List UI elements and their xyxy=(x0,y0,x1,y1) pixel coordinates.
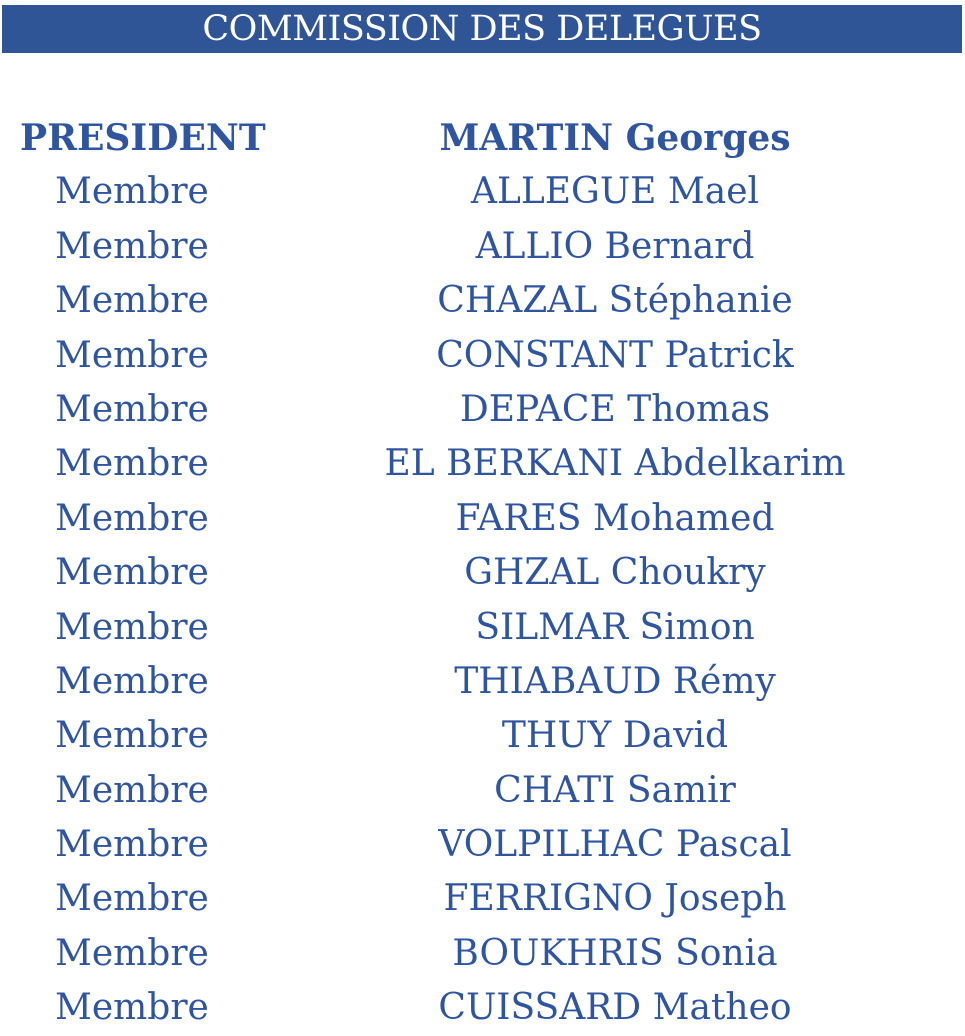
member-role-label: Membre xyxy=(55,715,209,757)
member-role-label: Membre xyxy=(55,280,209,322)
member-row xyxy=(0,165,965,219)
member-role-label: Membre xyxy=(55,388,209,430)
member-row xyxy=(0,274,965,328)
commission-roster xyxy=(0,111,965,1036)
member-row xyxy=(0,709,965,763)
member-name: VOLPILHAC Pascal xyxy=(438,824,792,866)
member-row xyxy=(0,546,965,600)
member-name: SILMAR Simon xyxy=(475,606,755,648)
member-name: FARES Mohamed xyxy=(455,497,775,539)
member-row xyxy=(0,981,965,1035)
member-role-label: Membre xyxy=(55,878,209,920)
member-role-label: Membre xyxy=(55,769,209,811)
page-title: COMMISSION DES DELEGUES xyxy=(2,5,962,53)
member-row xyxy=(0,927,965,981)
president-name: MARTIN Georges xyxy=(439,117,791,159)
member-role-label: Membre xyxy=(55,987,209,1029)
member-role-label: Membre xyxy=(55,932,209,974)
member-name: THIABAUD Rémy xyxy=(454,660,776,702)
member-role-label: Membre xyxy=(55,824,209,866)
member-row xyxy=(0,764,965,818)
member-name: EL BERKANI Abdelkarim xyxy=(384,443,846,485)
member-name: ALLEGUE Mael xyxy=(470,171,760,213)
president-role-label: PRESIDENT xyxy=(20,117,266,159)
member-row xyxy=(0,220,965,274)
member-role-label: Membre xyxy=(55,443,209,485)
member-name: GHZAL Choukry xyxy=(464,552,766,594)
member-role-label: Membre xyxy=(55,552,209,594)
member-row xyxy=(0,872,965,926)
member-name: CUISSARD Matheo xyxy=(438,987,792,1029)
member-role-label: Membre xyxy=(55,225,209,267)
member-name: ALLIO Bernard xyxy=(475,225,755,267)
member-row xyxy=(0,601,965,655)
member-name: BOUKHRIS Sonia xyxy=(452,932,778,974)
member-row xyxy=(0,437,965,491)
president-row xyxy=(0,111,965,165)
member-row xyxy=(0,383,965,437)
member-name: CHAZAL Stéphanie xyxy=(437,280,793,322)
member-row xyxy=(0,329,965,383)
member-name: FERRIGNO Joseph xyxy=(443,878,787,920)
member-role-label: Membre xyxy=(55,606,209,648)
member-name: CONSTANT Patrick xyxy=(436,334,794,376)
member-role-label: Membre xyxy=(55,660,209,702)
member-name: CHATI Samir xyxy=(494,769,736,811)
member-role-label: Membre xyxy=(55,497,209,539)
member-role-label: Membre xyxy=(55,171,209,213)
members-list xyxy=(0,165,965,1035)
member-name: DEPACE Thomas xyxy=(459,388,771,430)
member-name: THUY David xyxy=(501,715,729,757)
member-row xyxy=(0,655,965,709)
member-row xyxy=(0,818,965,872)
member-row xyxy=(0,492,965,546)
member-role-label: Membre xyxy=(55,334,209,376)
